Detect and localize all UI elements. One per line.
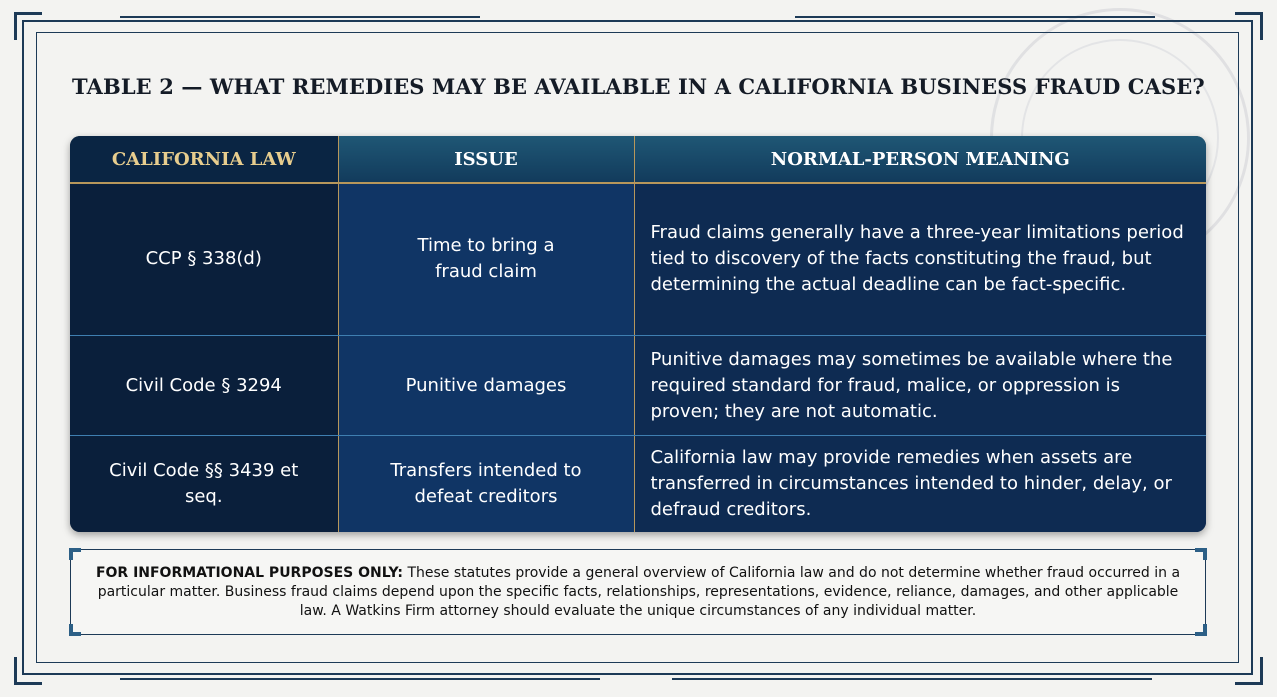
frame-corner-ornament [14, 657, 42, 685]
frame-rule [672, 678, 1152, 680]
box-corner-ornament [1195, 624, 1207, 636]
column-header-meaning: NORMAL-PERSON MEANING [634, 136, 1206, 183]
table-header-row [70, 136, 1206, 183]
disclaimer-box [70, 549, 1206, 635]
table-row [70, 436, 1206, 532]
frame-rule [795, 16, 1155, 18]
meaning-cell: California law may provide remedies when assets are transferred in circumstances intended to hinder, delay, or defraud creditors. [634, 436, 1206, 532]
meaning-cell: Punitive damages may sometimes be available where the required standard for fraud, malice, or oppression is proven; they are not automatic. [634, 335, 1206, 435]
box-corner-ornament [69, 548, 81, 560]
issue-text: Time to bring a fraud claim [417, 235, 555, 283]
disclaimer-body: These statutes provide a general overview of California law and do not determine whether fraud occurred in a particular matter. Business fraud claims depend upon the specific facts, relationships, representations, evidence, reliance, damages, and other applicable law. A Watkins Firm attorney should evaluate the unique circumstances of any individual matter. [97, 565, 1181, 619]
box-corner-ornament [69, 624, 81, 636]
issue-cell [338, 183, 634, 335]
law-cell: Civil Code § 3294 [70, 335, 338, 435]
disclaimer-label: FOR INFORMATIONAL PURPOSES ONLY: [95, 565, 403, 581]
frame-corner-ornament [14, 12, 42, 40]
frame-corner-ornament [1235, 12, 1263, 40]
issue-text: Transfers intended to defeat creditors [390, 460, 582, 508]
table-row [70, 183, 1206, 335]
law-text: Civil Code §§ 3439 et seq. [109, 460, 299, 508]
remedies-table [70, 136, 1206, 532]
frame-rule [120, 678, 600, 680]
frame-corner-ornament [1235, 657, 1263, 685]
disclaimer-text [95, 564, 1181, 621]
table-row [70, 335, 1206, 435]
law-cell: CCP § 338(d) [70, 183, 338, 335]
meaning-cell: Fraud claims generally have a three-year limitations period tied to discovery of the facts constituting the fraud, but determining the actual deadline can be fact-specific. [634, 183, 1206, 335]
box-corner-ornament [1195, 548, 1207, 560]
column-header-issue: ISSUE [338, 136, 634, 183]
issue-cell [338, 436, 634, 532]
page-title: TABLE 2 — WHAT REMEDIES MAY BE AVAILABLE IN A CALIFORNIA BUSINESS FRAUD CASE? [72, 74, 1205, 99]
law-cell [70, 436, 338, 532]
issue-cell: Punitive damages [338, 335, 634, 435]
column-header-california-law: CALIFORNIA LAW [70, 136, 338, 183]
frame-rule [120, 16, 480, 18]
